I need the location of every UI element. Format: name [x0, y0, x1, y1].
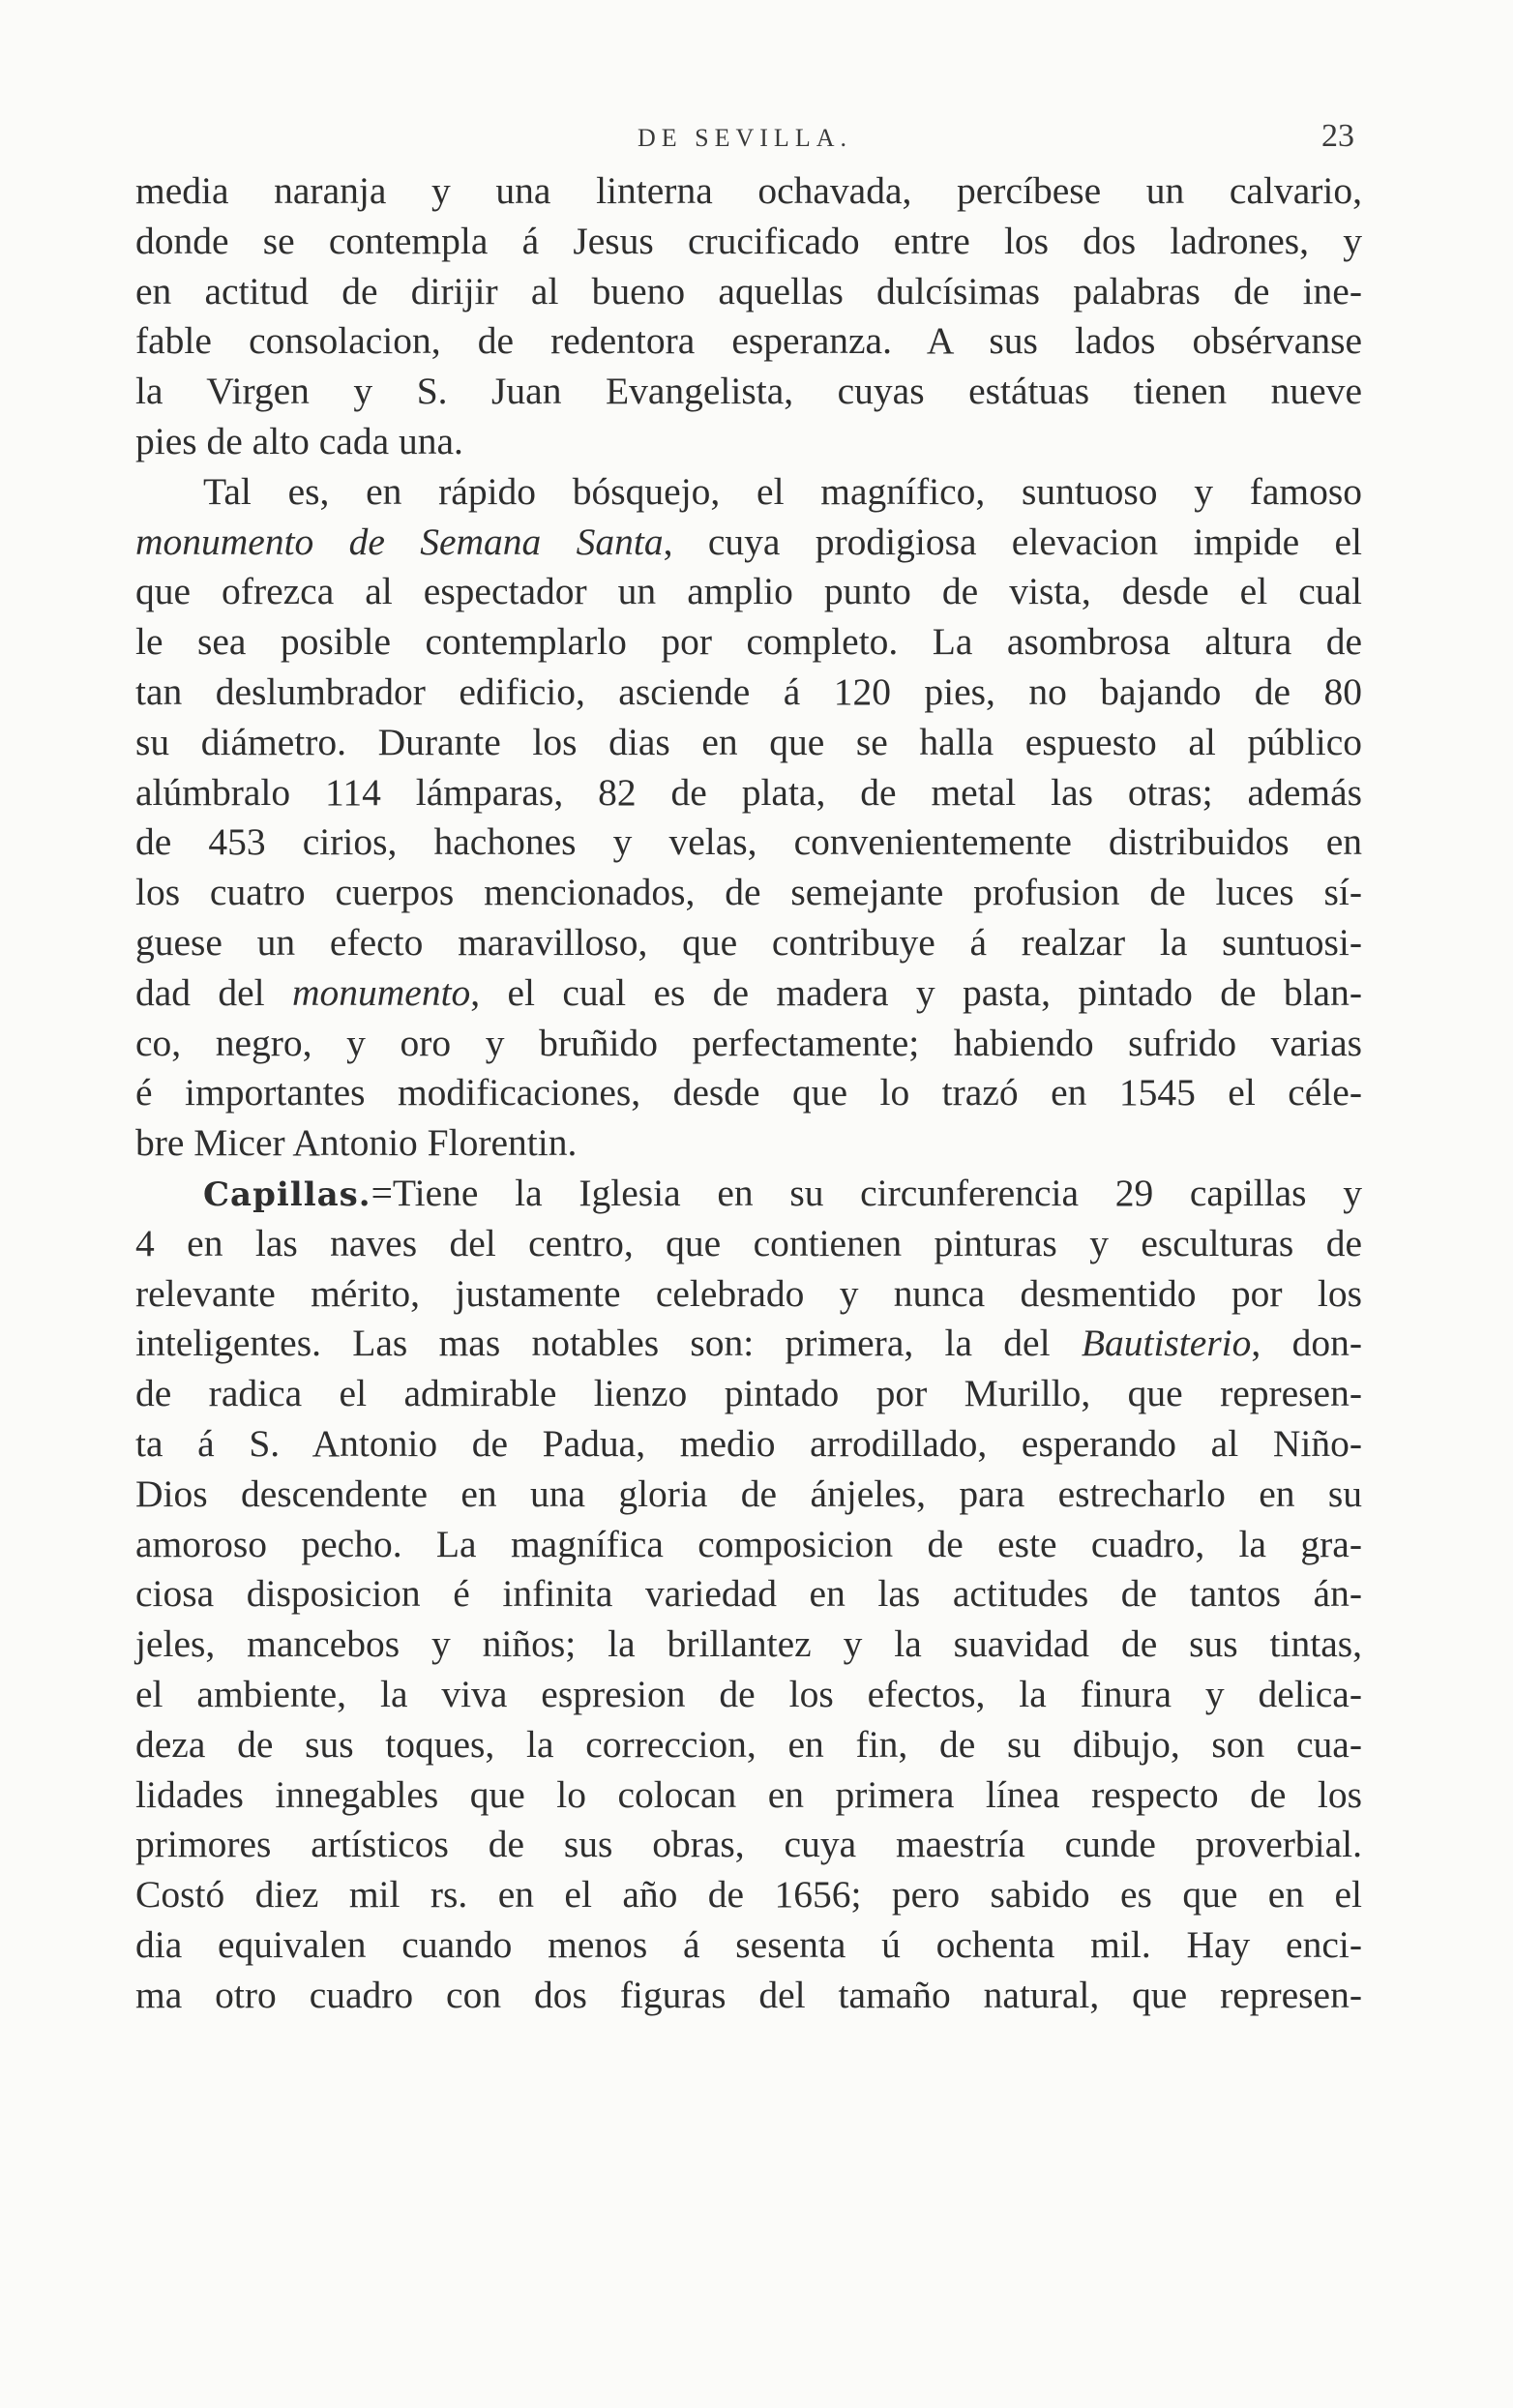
text-line: ma otro cuadro con dos figuras del tamaño natural, que represen-	[135, 1973, 1362, 2016]
text-line: dad del monumento, el cual es de madera y pasta, pintado de blan-	[135, 970, 1362, 1014]
italic-phrase: monumento de Semana Santa	[135, 520, 664, 563]
text-line: Tal es, en rápido bósquejo, el magnífico, suntuoso y famoso	[203, 469, 1362, 513]
text-line: fable consolacion, de redentora esperanza. A sus lados obsérvanse	[135, 319, 1362, 363]
italic-phrase: Bautisterio	[1081, 1322, 1252, 1365]
text-line: deza de sus toques, la correccion, en fin, de su dibujo, son cua-	[135, 1722, 1362, 1766]
text-line: Costó diez mil rs. en el año de 1656; pero sabido es que en el	[135, 1873, 1362, 1917]
text-line: media naranja y una linterna ochavada, percíbese un calvario,	[135, 169, 1362, 212]
italic-phrase: monumento	[291, 970, 471, 1014]
text-line: co, negro, y oro y bruñido perfectamente; habiendo sufrido varias	[135, 1021, 1362, 1064]
section-heading: Capillas.	[203, 1174, 371, 1214]
text-line: dia equivalen cuando menos á sesenta ú ochenta mil. Hay enci-	[135, 1922, 1362, 1966]
text-line: amoroso pecho. La magnífica composicion de este cuadro, la gra-	[135, 1522, 1362, 1565]
text-line: su diámetro. Durante los dias en que se halla espuesto al público	[135, 720, 1362, 763]
text-line: de 453 cirios, hachones y velas, convenientemente distribuidos en	[135, 820, 1362, 864]
text-line: é importantes modificaciones, desde que lo trazó en 1545 el céle-	[135, 1071, 1362, 1115]
text-line: primores artísticos de sus obras, cuya maestría cunde proverbial.	[135, 1823, 1362, 1866]
text-line: la Virgen y S. Juan Evangelista, cuyas estátuas tienen nueve	[135, 370, 1362, 413]
text-line: alúmbralo 114 lámparas, 82 de plata, de metal las otras; además	[135, 770, 1362, 814]
text-line: los cuatro cuerpos mencionados, de semejante profusion de luces sí-	[135, 871, 1362, 914]
page-number: 23	[1321, 118, 1354, 154]
text-line: jeles, mancebos y niños; la brillantez y la suavidad de sus tintas,	[135, 1622, 1362, 1666]
running-header	[135, 118, 1354, 157]
text-line: ta á S. Antonio de Padua, medio arrodillado, esperando al Niño-	[135, 1421, 1362, 1465]
text-line: relevante mérito, justamente celebrado y nunca desmentido por los	[135, 1271, 1362, 1315]
text-line: monumento de Semana Santa, cuya prodigiosa elevacion impide el	[135, 520, 1363, 563]
text-line: Dios descendente en una gloria de ánjeles, para estrecharlo en su	[135, 1472, 1362, 1515]
text-line: bre Micer Antonio Florentin.	[135, 1121, 578, 1165]
text-line: guese un efecto maravilloso, que contribuye á realzar la suntuosi-	[135, 920, 1362, 964]
text-line: pies de alto cada una.	[135, 419, 463, 462]
text-line: de radica el admirable lienzo pintado por Murillo, que represen-	[135, 1372, 1362, 1415]
text-line: ciosa disposicion é infinita variedad en las actitudes de tantos án-	[135, 1572, 1362, 1616]
body-text	[135, 166, 1362, 2020]
text-line: 4 en las naves del centro, que contienen pinturas y esculturas de	[135, 1221, 1362, 1264]
text-line: le sea posible contemplarlo por completo. La asombrosa altura de	[135, 620, 1362, 664]
text-line: lidades innegables que lo colocan en primera línea respecto de los	[135, 1772, 1362, 1816]
text-line: que ofrezca al espectador un amplio punto de vista, desde el cual	[135, 570, 1362, 613]
text-line: el ambiente, la viva espresion de los efectos, la finura y delica-	[135, 1672, 1362, 1715]
text-line: inteligentes. Las mas notables son: primera, la del Bautisterio, don-	[135, 1322, 1362, 1365]
text-line: Capillas.=Tiene la Iglesia en su circunferencia 29 capillas y	[203, 1171, 1362, 1214]
running-title: DE SEVILLA.	[638, 124, 852, 152]
text-line: tan deslumbrador edificio, asciende á 120 pies, no bajando de 80	[135, 669, 1362, 713]
text-line: donde se contempla á Jesus crucificado entre los dos ladrones, y	[135, 219, 1362, 262]
text-line: en actitud de dirijir al bueno aquellas dulcísimas palabras de ine-	[135, 269, 1362, 312]
